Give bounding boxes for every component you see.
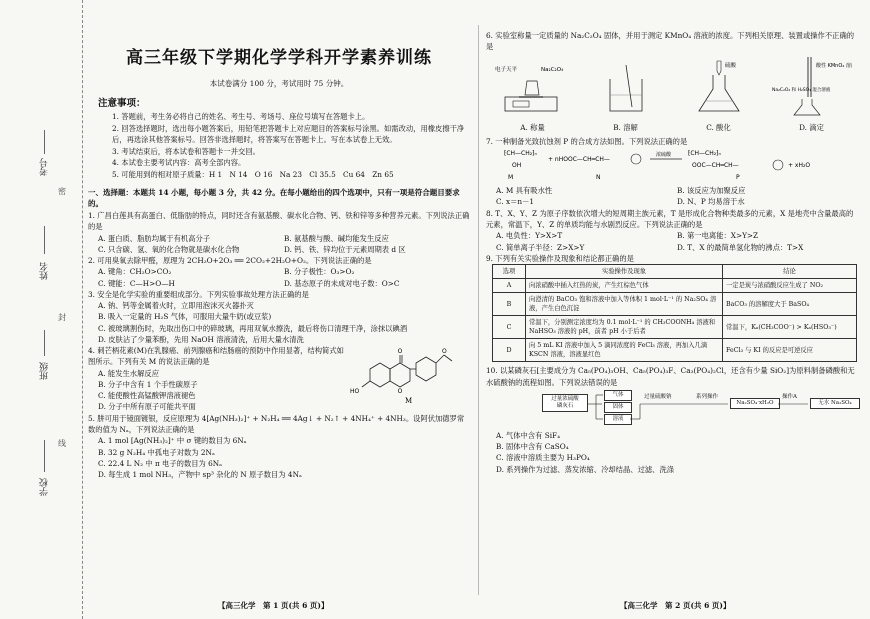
school-label: 学校 [40, 478, 50, 496]
figure-a [493, 57, 573, 133]
options-row [486, 230, 858, 241]
exam-title: 高三年级下学期化学学科开学素养训练 [126, 48, 432, 68]
option: A. M 具有吸水性 [496, 186, 553, 196]
table-cell: 常温下，分别测定浓度均为 0.1 mol·L⁻¹ 的 CH₃COONH₄ 溶液和 NaHSO₃ 溶液的 pH，前者 pH 小于后者 [526, 316, 723, 339]
figure-c [679, 57, 759, 133]
class-label: 班级 [40, 362, 50, 380]
flow-step: 系列操作 [696, 394, 719, 401]
question-8: 8. T、X、Y、Z 为原子序数依次增大的短周期主族元素，T 是形成化合物种类最多的元素，X 是地壳中含量最高的元素，常温下，Y、Z 的单质均能与水剧烈反应。下列说法正确的是 [486, 208, 854, 230]
table-cell: B [493, 293, 526, 316]
notice-item: 2. 回答选择题时，选出每小题答案后，用铅笔把答题卡上对应题目的答案标号涂黑。如需改动，用橡皮擦干净后，再选涂其他答案标号。回答非选择题时，将答案写在答题卡上。写在本试卷上无效。 [112, 123, 465, 145]
right-page [486, 30, 858, 475]
option: D. 基态原子的未成对电子数：O>C [284, 278, 400, 288]
option: B. 32 g N₂H₄ 中孤电子对数为 2Nₐ [98, 447, 215, 457]
question-3: 3. 安全是化学实验的重要组成部分。下列实验事故处理方法正确的是 [88, 289, 309, 299]
figure-caption: C. 酸化 [706, 122, 731, 132]
option: C. 被玻璃割伤时，先取出伤口中的碎玻璃，再用双氧水擦洗，最后将伤口清理干净，涂抹以碘酒 [98, 323, 408, 333]
acid-label: 硫酸 [724, 62, 736, 69]
compound-m-label: M [508, 174, 514, 182]
option: D. 钙、铁、锌均位于元素周期表 d 区 [284, 244, 406, 254]
binding-line [44, 440, 45, 472]
binding-margin [0, 0, 83, 619]
svg-text:+ xH₂O: + xH₂O [788, 162, 811, 170]
table-cell: 一定是炭与浓硝酸反应生成了 NO₂ [723, 279, 857, 293]
figure-caption: B. 溶解 [613, 122, 638, 132]
figure-caption: A. 称量 [520, 122, 545, 132]
question-2: 2. 可用臭氧去除甲醛，原理为 2CH₂O+2O₃ ══ 2CO₂+2H₂O+O₂。下列说法正确的是 [88, 255, 372, 265]
molecule-m-structure [350, 341, 466, 407]
section-heading: 一、选择题：本题共 14 小题，每小题 3 分，共 42 分。在每小题给出的四个选项中，只有一项是符合题目要求的。 [88, 187, 460, 209]
name-label: 姓名 [40, 262, 50, 280]
exam-subtitle: 本试卷满分 100 分，考试用时 75 分钟。 [209, 79, 349, 88]
apparatus-figures [486, 57, 858, 133]
ho-label: HO [350, 388, 360, 395]
option: D. 每生成 1 mol NH₃，产物中 sp³ 杂化的 N 原子数目为 4Nₐ [98, 470, 302, 480]
option: C. 能使酸性高锰酸钾溶液褪色 [98, 391, 196, 401]
question-4: 4. 刺芒柄花素(M)在乳腺癌、前列腺癌和结肠癌的预防中作用显著，结构简式如图所示。下列有关 M 的说法正确的是 [88, 346, 344, 367]
table-cell: 向 5 mL KI 溶液中加入 5 滴同浓度的 FeCl₃ 溶液，再加入几滴 KSCN 溶液，溶液显红色 [526, 339, 723, 362]
column-header: 选项 [493, 265, 526, 279]
svg-text:OOC—CH═CH—: OOC—CH═CH— [692, 162, 739, 170]
option: C. 22.4 L N₂ 中 π 电子的数目为 6Nₐ [98, 458, 222, 468]
option: D. 分子中所有原子可能共平面 [98, 402, 196, 412]
table-cell: 向浓硝酸中插入红热的炭，产生红棕色气体 [526, 279, 723, 293]
option: B. 氨基酸与酸、碱均能发生反应 [284, 233, 389, 243]
binding-line [44, 130, 45, 154]
question-10: 10. 以某磷灰石[主要成分为 Ca₅(PO₄)₃OH、Ca₅(PO₄)₃F、Ca₃(PO₄)₂Cl，还含有少量 SiO₂]为原料制备磷酸和无水硫酸钠的流程如图。下列说法错误的是 [486, 366, 855, 387]
option: C. 键能：C—H>O—H [98, 278, 175, 288]
dissolve-figure [586, 57, 666, 119]
flow-step: 操作A [782, 394, 797, 401]
option: A. 电负性：Y>X>T [496, 231, 563, 241]
table-row [493, 316, 857, 339]
figure-d [772, 57, 852, 133]
option: B. 该反应为加聚反应 [677, 186, 746, 196]
experiment-table [492, 264, 857, 362]
question-4-block [88, 345, 470, 413]
option: D. 系列操作为过滤、蒸发浓缩、冷却结晶、过滤、洗涤 [496, 464, 675, 474]
footer-left: 【高三化学 第 1 页(共 6 页)】 [218, 601, 329, 610]
figure-b [586, 57, 666, 133]
svg-text:+ nHOOC—CH═CH—: + nHOOC—CH═CH— [548, 156, 610, 164]
question-1: 1. 广昌白莲具有高蛋白、低脂肪的特点，同时还含有氨基酸、碳水化合物、钙、铁和锌等多种营养元素。下列说法正确的是 [88, 210, 470, 232]
svg-text:O: O [442, 348, 447, 355]
flow-box-product: 无水 Na₂SO₄ [810, 398, 860, 409]
options-row [486, 242, 858, 253]
kmno4-label: 酸性 KMnO₄ 溶液 [815, 62, 852, 69]
seal-mark: 封 [58, 313, 66, 322]
notice-item: 4. 本试卷主要考试内容：高考全部内容。 [112, 158, 246, 168]
table-cell: C [493, 316, 526, 339]
question-9: 9. 下列有关实验操作及现象和结论都正确的是 [486, 253, 634, 263]
option: D. T、X 的最简单氢化物的沸点：T>X [677, 242, 804, 252]
flow-reagent: 过量硫酸钠 [644, 394, 672, 401]
table-cell: A [493, 279, 526, 293]
flow-label: 过量浓硫酸 [551, 396, 579, 403]
options-row [88, 278, 470, 289]
titration-figure [772, 57, 852, 119]
compound-n-label: N [596, 174, 601, 182]
table-cell: D [493, 339, 526, 362]
option: B. 固体中含有 CaSO₄ [496, 442, 569, 452]
option: A. 气体中含有 SiF₄ [496, 431, 561, 441]
molecule-label: M [405, 397, 413, 405]
question-6: 6. 实验室称量一定质量的 Na₂C₂O₄ 固体，并用于测定 KMnO₄ 溶液的浓度。下列相关原理、装置或操作不正确的是 [486, 31, 855, 52]
table-cell: 向澄清的 BaCO₃ 饱和溶液中加入等体积 1 mol·L⁻¹ 的 Na₂SO₄ 溶液，产生白色沉淀 [526, 293, 723, 316]
notice-item: 1. 答题前，考生务必将自己的姓名、考生号、考场号、座位号填写在答题卡上。 [112, 112, 370, 121]
option: C. 简单离子半径：Z>X>Y [496, 242, 585, 252]
seal-mark: 密 [58, 187, 66, 196]
options-row [88, 266, 470, 277]
notice-heading: 注意事项： [98, 98, 146, 109]
table-cell: 常温下，Kₐ(CH₃COO⁻) > Kₐ(HSO₃⁻) [723, 316, 857, 339]
option: C. 溶液中溶质主要为 H₃PO₄ [496, 453, 590, 463]
option: B. 第一电离能：X>Y>Z [677, 231, 759, 241]
option: A. 键角：CH₂O>CO₂ [98, 267, 172, 277]
flow-arrows [496, 390, 868, 428]
left-page [88, 30, 470, 480]
exam-number-label: 考号 [40, 158, 50, 176]
option: A. 蛋白质、脂肪均属于有机高分子 [98, 233, 211, 243]
option: A. 钠、钙等金属着火时，立即用泡沫灭火器扑灭 [98, 301, 254, 311]
svg-text:⁅CH—CH₂⁆ₙ: ⁅CH—CH₂⁆ₙ [688, 150, 721, 158]
flow-box-solution: 溶液 [604, 414, 632, 425]
notice-item: 5. 可能用到的相对原子质量：H 1 N 14 O 16 Na 23 Cl 35.5 Cu 64 Zn 65 [112, 169, 394, 179]
options-row [486, 185, 858, 196]
svg-text:O: O [397, 348, 403, 355]
reagent-label: 浓硫酸 [656, 152, 672, 159]
binding-line [44, 330, 45, 356]
balance-figure [493, 57, 573, 119]
table-cell: BaCO₃ 的溶解度大于 BaSO₄ [723, 293, 857, 316]
figure-caption: D. 滴定 [799, 122, 824, 132]
footer-right: 【高三化学 第 2 页(共 6 页)】 [620, 601, 731, 610]
process-flowchart [496, 390, 858, 428]
option: A. 1 mol [Ag(NH₃)₂]⁺ 中 σ 键的数目为 6Nₐ [98, 436, 247, 446]
option: C. 只含碳、氢、氧的化合物就是碳水化合物 [98, 244, 240, 254]
option: D. N、P 均易溶于水 [677, 197, 745, 207]
notice-item: 3. 考试结束后，将本试卷和答题卡一并交回。 [112, 146, 260, 156]
compound-p-label: P [736, 174, 740, 182]
question-5: 5. 肼可用于镜面镀银，反应原理为 4[Ag(NH₃)₂]⁺ + N₂H₄ ══ 4Ag↓ + N₂↑ + 4NH₄⁺ + 4NH₃。设阿伏加德罗常数的值为 Nₐ，下列说法正确的是 [88, 413, 465, 435]
svg-text:OH: OH [512, 162, 522, 170]
flask-label: Na₂C₂O₄ 和 H₂SO₄ 混合溶液 [771, 87, 830, 93]
option: B. 分子中含有 1 个手性碳原子 [98, 380, 198, 390]
flow-box-hydrate: Na₂SO₄·xH₂O [730, 398, 780, 409]
option: A. 能发生水解反应 [98, 368, 159, 378]
synthesis-scheme [486, 147, 858, 181]
flow-label: 磷灰石 [556, 403, 574, 410]
question-7: 7. 一种制备光致抗蚀剂 P 的合成方法如图。下列说法正确的是 [486, 136, 688, 146]
options-row [88, 233, 470, 244]
svg-text:⁅CH—CH₂⁆ₙ: ⁅CH—CH₂⁆ₙ [504, 150, 537, 158]
option: B. 吸入一定量的 H₂S 气体，可服用大量牛奶(或豆浆) [98, 312, 272, 322]
table-header-row [493, 265, 857, 279]
column-header: 实验操作及现象 [526, 265, 723, 279]
page-divider [478, 25, 479, 595]
acidify-figure [679, 57, 759, 119]
svg-text:O: O [397, 388, 403, 395]
table-row [493, 279, 857, 293]
options-row [486, 196, 858, 207]
column-header: 结论 [723, 265, 857, 279]
binding-line [44, 226, 45, 254]
table-row [493, 293, 857, 316]
table-cell: FeCl₃ 与 KI 的反应是可逆反应 [723, 339, 857, 362]
seal-mark: 线 [58, 439, 66, 448]
options-row [88, 244, 470, 255]
option: D. 皮肤沾了少量苯酚，先用 NaOH 溶液清洗，后用大量水清洗 [98, 334, 304, 344]
option: B. 分子极性：O₃>O₂ [284, 267, 355, 277]
flow-box-gas: 气体 [604, 390, 632, 401]
solid-label: Na₂C₂O₄ [540, 66, 563, 73]
option: C. x＝n－1 [496, 197, 535, 207]
balance-label: 电子天平 [494, 66, 517, 73]
flow-box-solid: 固体 [604, 402, 632, 413]
table-row [493, 339, 857, 362]
